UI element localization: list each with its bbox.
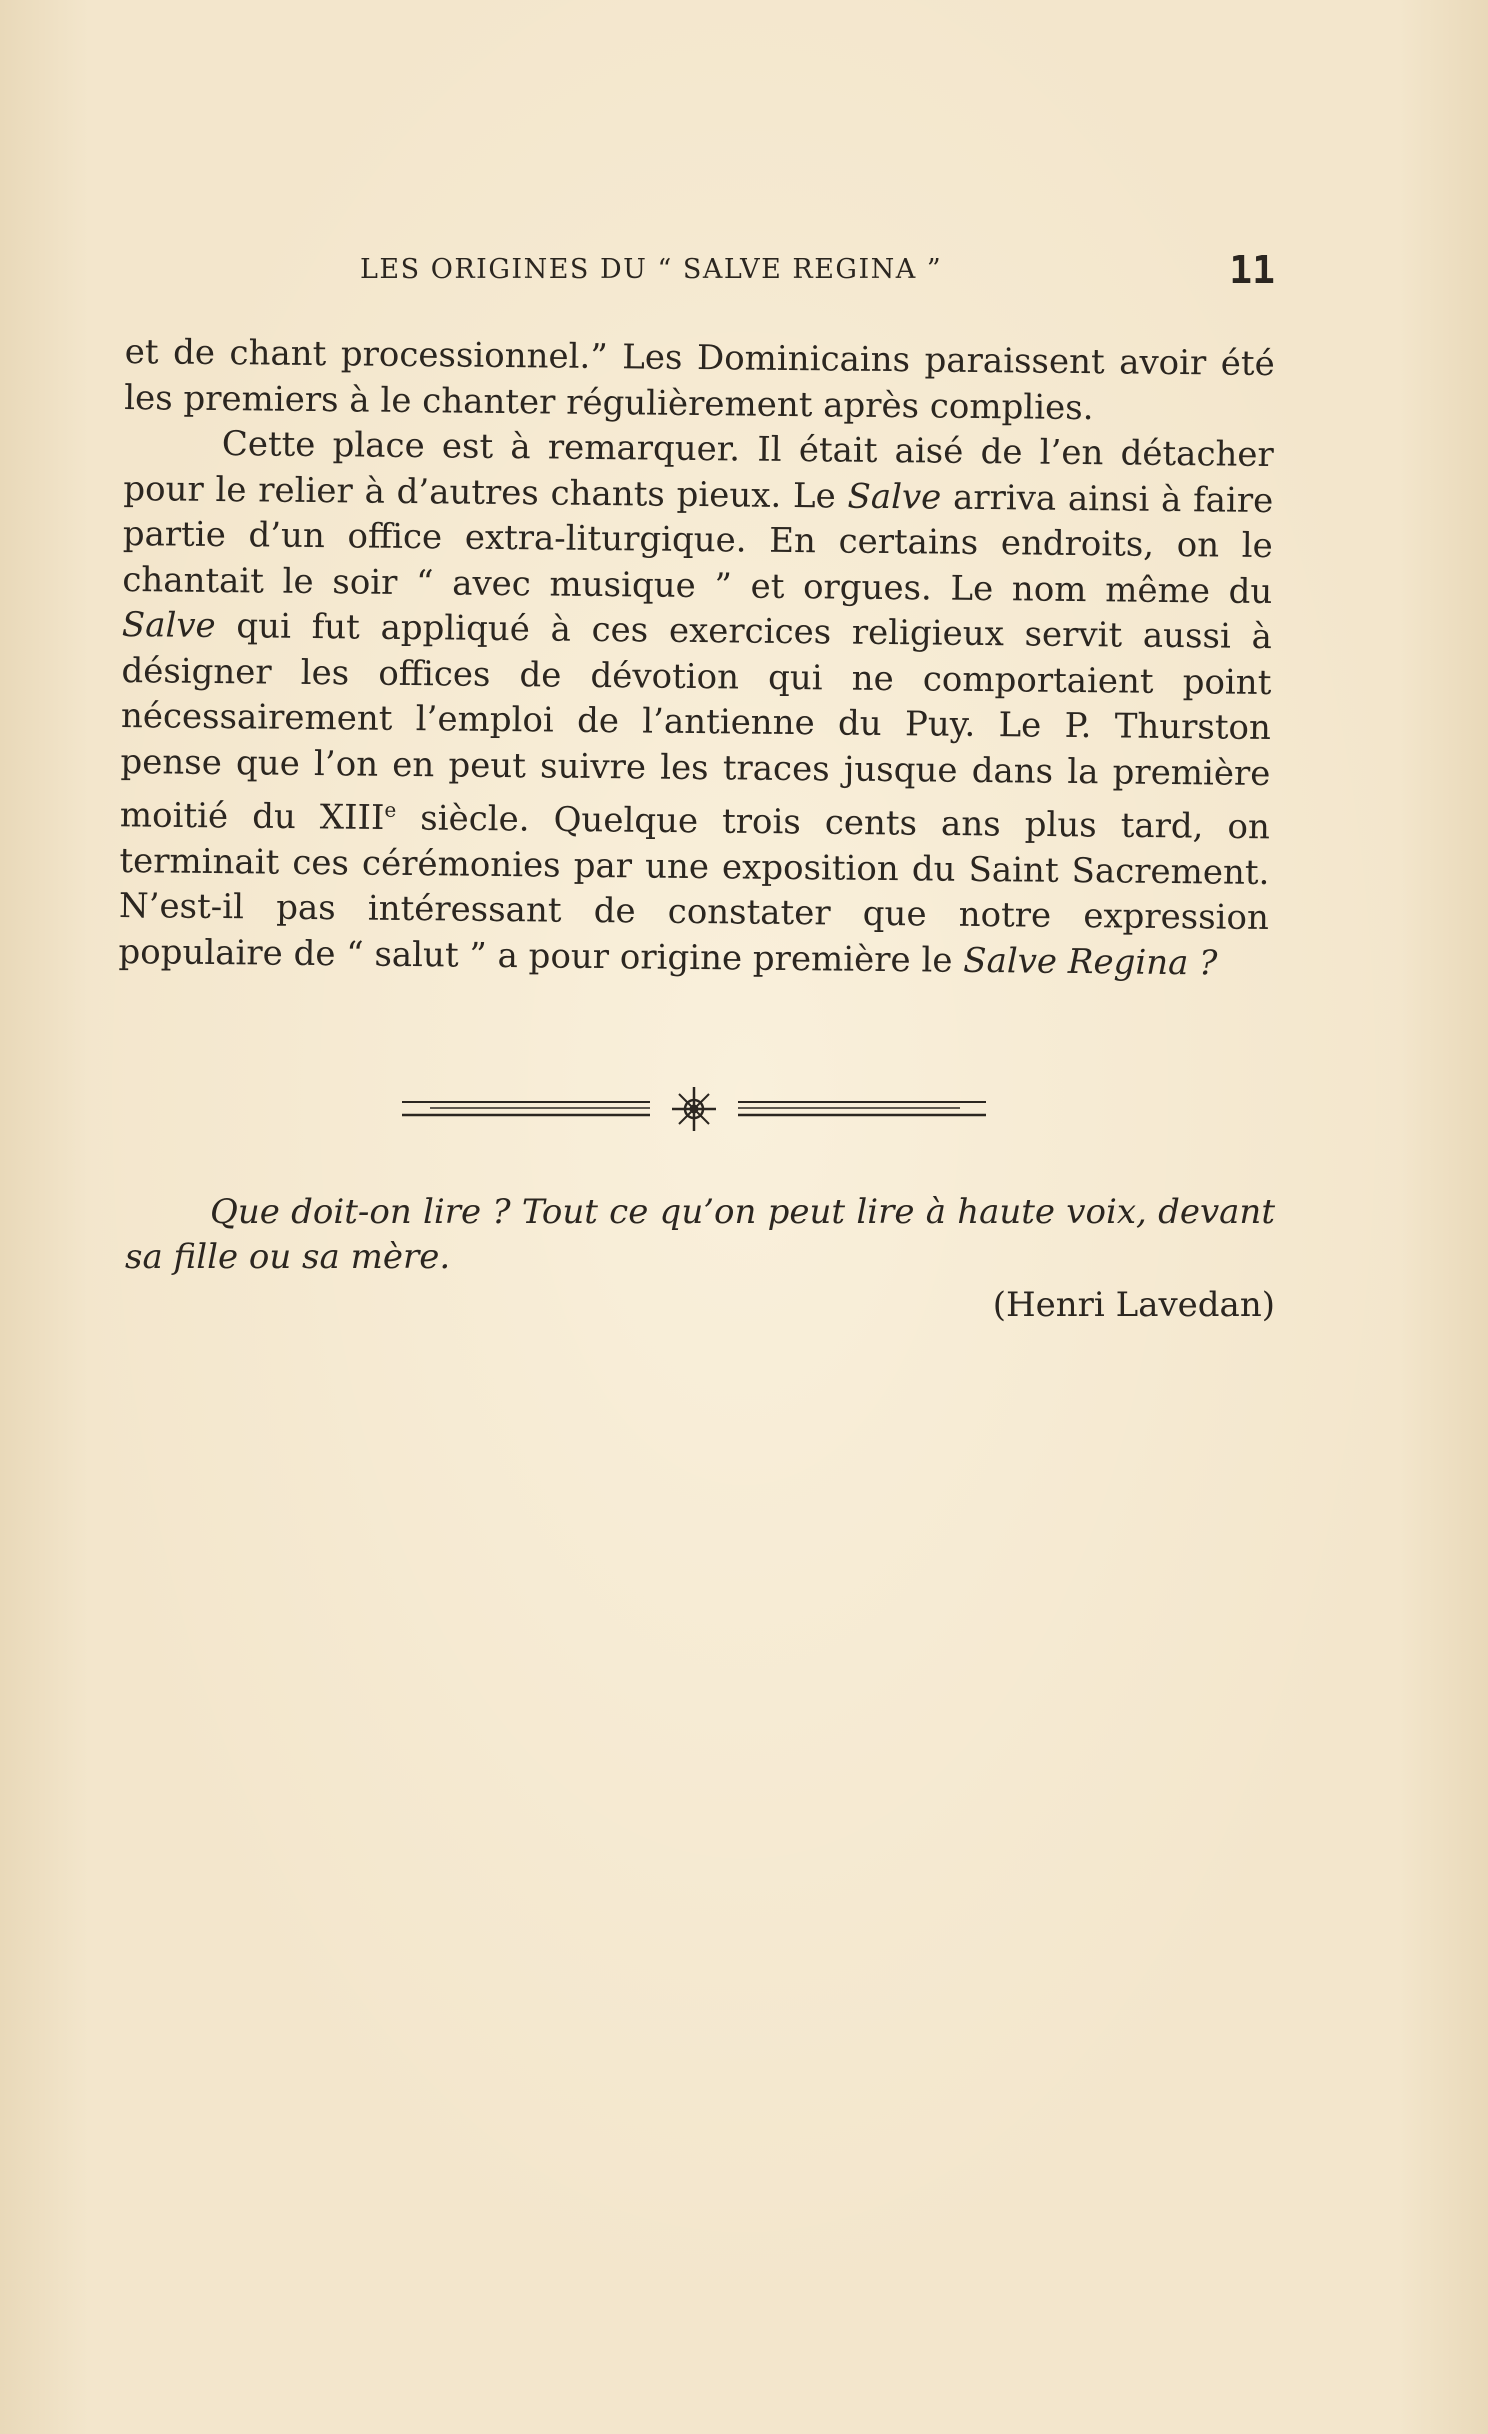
italic-salve: Salve [121,604,216,646]
italic-salve-regina: Salve Regina ? [963,940,1218,984]
italic-salve: Salve [847,476,942,518]
quote-attribution: (Henri Lavedan) [992,1285,1275,1325]
running-head [125,248,1275,298]
running-title: LES ORIGINES DU “ SALVE REGINA ” [360,254,943,285]
page-number: 11 [1229,248,1275,292]
superscript-e: e [384,797,397,822]
divider-ornament-icon [400,1085,990,1135]
paragraph-text: siècle. Quelque trois cents ans plus tard, on terminait ces cérémonies par une exposition du Saint Sacrement. N’est-il pas intéressant de constater que notre expression populaire de “ salut ” a pour origine première le [118,798,1271,981]
quote-text: Que doit-on lire ? Tout ce qu’on peut lire à haute voix, devant sa fille ou sa mère. [125,1192,1275,1277]
paragraph-text: arriva ainsi à faire partie d’un office extra-liturgique. En certains endroits, on le chantait le soir “ avec musique ” et orgues. Le nom même du [122,477,1274,612]
paragraph-salve [118,421,1274,987]
paragraph-continuation [124,330,1275,433]
epigraph-quote [125,1190,1275,1280]
section-divider-ornament [400,1085,990,1135]
paragraph-text: et de chant processionnel.” Les Dominicains paraissent avoir été les premiers à le chanter régulièrement après complies. [124,331,1275,428]
paragraph-text: qui fut appliqué à ces exercices religieux servit aussi à désigner les offices de dévotion qui ne comportaient point nécessairement l’emploi de l’antienne du Puy. Le P. Thurston pense que l’on en peut suivre les traces jusque dans la première moitié du XIII [119,605,1273,839]
paragraph-text: Cette place est à remarquer. Il était aisé de l’en détacher pour le relier à d’autres chants pieux. Le [123,424,1274,517]
body-text [118,330,1275,987]
